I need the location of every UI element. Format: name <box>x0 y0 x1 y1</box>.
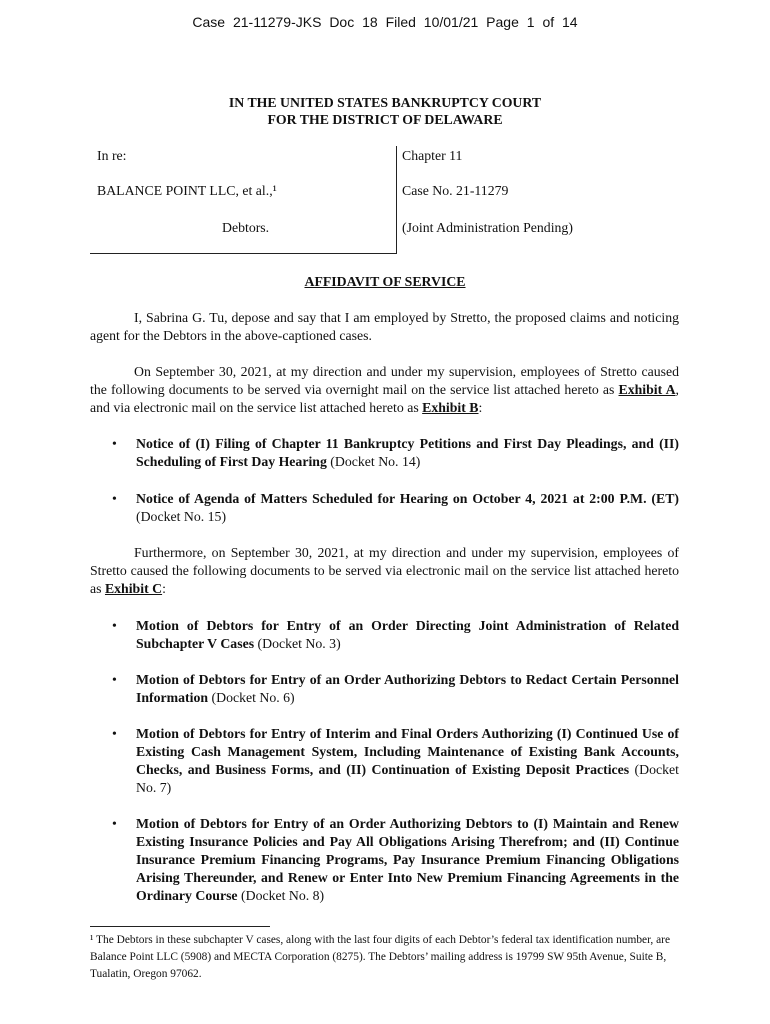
paragraph-3: Furthermore, on September 30, 2021, at my direction and under my supervision, employees of Stretto caused the following documents to be served via electronic mail on the service list attached hereto as Exhibit C: <box>90 545 679 596</box>
caption-underline <box>90 253 397 254</box>
case-header: Case 21-11279-JKS Doc 18 Filed 10/01/21 Page 1 of 14 <box>192 14 578 30</box>
footnote-rule <box>90 926 270 927</box>
list-item: • Motion of Debtors for Entry of an Order Authorizing Debtors to Redact Certain Personnel Information (Docket No. 6) <box>136 671 679 707</box>
list-item: • Motion of Debtors for Entry of Interim and Final Orders Authorizing (I) Continued Use of Existing Cash Management System, Including Maintenance of Existing Bank Accounts, Checks, and Business Forms, and (II) Continuation of Existing Deposit Practices (Docket No. 7) <box>136 725 679 797</box>
joint-admin: (Joint Administration Pending) <box>402 220 573 235</box>
list-item: • Notice of Agenda of Matters Scheduled for Hearing on October 4, 2021 at 2:00 P.M. (ET) (Docket No. 15) <box>136 490 679 526</box>
list-item: • Motion of Debtors for Entry of an Order Authorizing Debtors to (I) Maintain and Renew Existing Insurance Policies and Pay All Obligations Arising Therefrom; and (II) Continue Insurance Premium Financing Programs, Pay Insurance Premium Financing Obligations Arising Thereunder, and Renew or Enter Into New Premium Financing Agreements in the Ordinary Course (Docket No. 8) <box>136 815 679 905</box>
document-title: AFFIDAVIT OF SERVICE <box>304 274 466 289</box>
exhibit-c-ref: Exhibit C <box>104 581 163 596</box>
paragraph-2: On September 30, 2021, at my direction and under my supervision, employees of Stretto caused the following documents to be served via overnight mail on the service list attached hereto as Exhibit A, and via electronic mail on the service list attached hereto as Exhibit B: <box>90 364 679 415</box>
in-re: In re: <box>97 148 127 163</box>
chapter: Chapter 11 <box>402 148 463 163</box>
footnote: ¹ The Debtors in these subchapter V cases, along with the last four digits of each Debtor’s federal tax identification number, are Balance Point LLC (5908) and MECTA Corporation (8275). The Debtors’ mailing address is 19799 SW 95th Avenue, Suite B, Tualatin, Oregon 97062. <box>90 934 671 980</box>
list-item: • Notice of (I) Filing of Chapter 11 Bankruptcy Petitions and First Day Pleadings, and (II) Scheduling of First Day Hearing (Docket No. 14) <box>136 435 679 471</box>
list-item: • Motion of Debtors for Entry of an Order Directing Joint Administration of Related Subchapter V Cases (Docket No. 3) <box>136 617 679 653</box>
caption-divider <box>396 146 397 254</box>
case-number: Case No. 21-11279 <box>402 183 509 198</box>
exhibit-a-ref: Exhibit A <box>618 382 676 397</box>
court-district: FOR THE DISTRICT OF DELAWARE <box>267 112 503 127</box>
exhibit-b-ref: Exhibit B <box>422 400 479 415</box>
debtors-label: Debtors. <box>222 220 270 235</box>
paragraph-1: I, Sabrina G. Tu, depose and say that I am employed by Stretto, the proposed claims and noticing agent for the Debtors in the above-captioned cases. <box>90 310 679 343</box>
court-name: IN THE UNITED STATES BANKRUPTCY COURT <box>228 95 542 110</box>
debtor-name: BALANCE POINT LLC, et al.,¹ <box>97 183 277 198</box>
